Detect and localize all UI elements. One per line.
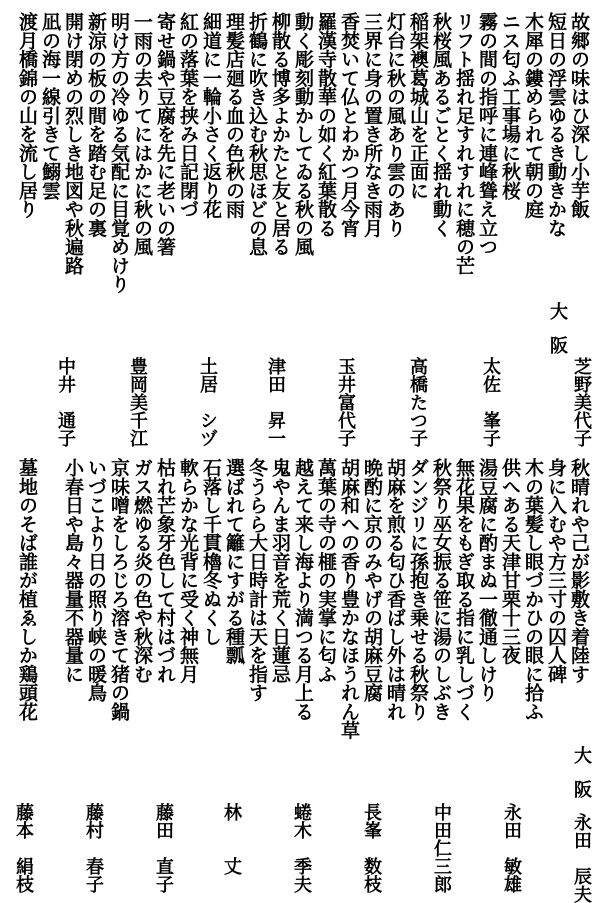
- haiku-line: 萬葉の寺の榧の実掌に匂ふ: [315, 458, 337, 683]
- author-name: 中田仁三郎: [431, 803, 452, 893]
- haiku-line: 胡麻を煎る匂ひ香ばし外は晴れ: [384, 458, 406, 721]
- haiku-line: 身に入むや方三寸の囚人碑: [545, 458, 567, 683]
- author-location: 大阪: [571, 746, 592, 814]
- haiku-line: 灯台に秋の風あり雲のあり: [384, 12, 406, 237]
- author-name: 藤田 直子: [153, 803, 174, 893]
- haiku-line: 明け方の冷ゆる気配に目覚めけり: [108, 12, 130, 294]
- haiku-line: 湯豆腐に酌まぬ一徹通しけり: [476, 458, 498, 702]
- haiku-line: 晩酌に京のみやげの胡麻豆腐: [361, 458, 383, 702]
- haiku-line: 理髪店廻る血の色秋の雨: [223, 12, 245, 219]
- haiku-line: いづこより日の照り峡の暖鳥: [85, 458, 107, 702]
- haiku-line: 新涼の板の間を踏む足の裏: [85, 12, 107, 237]
- haiku-line: 石落し千貫櫓冬ぬくし: [200, 458, 222, 646]
- author-name: 藤本 絹枝: [13, 803, 34, 893]
- haiku-line: 羅漢寺散華の如く紅葉散る: [315, 12, 337, 237]
- haiku-line: 稲架襖葛城山を正面に: [407, 12, 429, 200]
- haiku-line: 秋晴れや己が影敷き着陸す: [568, 458, 590, 683]
- author-name: 藤村 春子: [83, 803, 104, 893]
- haiku-line: 一雨の去りてにはかに秋の風: [131, 12, 153, 256]
- author-name: 中井 通子: [55, 357, 76, 447]
- author-location: 大阪: [547, 302, 568, 370]
- author-name: 長峯 数枝: [361, 803, 382, 893]
- haiku-line: 秋祭り巫女振る笹に湯のしぶき: [430, 458, 452, 721]
- haiku-line: 紅の落葉を挟み日記閉づ: [177, 12, 199, 219]
- haiku-line: 香焚いて仏とわかつ月今宵: [338, 12, 360, 237]
- top-haiku-block: [0, 12, 600, 448]
- author-name: 永田 辰夫: [571, 813, 592, 903]
- haiku-line: 開け閉めの烈しき地図や秋遍路: [62, 12, 84, 275]
- haiku-line: 霧の間の指呼に連峰聳え立つ: [476, 12, 498, 256]
- haiku-line: 越えて来し海より満つる月上る: [292, 458, 314, 721]
- author-name: 豊岡美千江: [127, 357, 148, 447]
- haiku-line: 木の葉髪し眼づかひの眼に拾ふ: [522, 458, 544, 721]
- author-name: 永田 敏雄: [501, 803, 522, 893]
- haiku-line: 秋桜風あるごとく揺れ動く: [430, 12, 452, 237]
- haiku-line: 小春日や島々器量不器量に: [62, 458, 84, 683]
- haiku-line: リフト揺れ足すれすれに穂の芒: [453, 12, 475, 275]
- haiku-line: 細道に一輪小さく返り花: [200, 12, 222, 219]
- haiku-line: ニス匂ふ工事場に秋桜: [499, 12, 521, 200]
- haiku-line: 墓地のそば誰が植ゑしか鶏頭花: [16, 458, 38, 721]
- haiku-line: 鬼やんま羽音を荒く日蓮忌: [269, 458, 291, 683]
- haiku-line: ダンジリに孫抱き乗せる秋祭り: [407, 458, 429, 721]
- haiku-line: 冬うらら大日時計は天を指す: [246, 458, 268, 702]
- author-name: 太佐 峯子: [480, 357, 501, 447]
- haiku-line: 京味噌をしろじろ溶きて猪の鍋: [108, 458, 130, 721]
- haiku-line: 枯れ芒象牙色して村はづれ: [154, 458, 176, 683]
- haiku-line: ガス燃ゆる炎の色や秋深む: [131, 458, 153, 683]
- author-name: 芝野美代子: [571, 357, 592, 447]
- author-name: 林 丈: [221, 803, 242, 875]
- haiku-line: 軟らかな光背に受く神無月: [177, 458, 199, 683]
- haiku-line: 柳散る博多よかたと友と居る: [269, 12, 291, 256]
- haiku-line: 三界に身の置き所なき雨月: [361, 12, 383, 237]
- haiku-line: 寄せ鍋や豆腐を先に老いの箸: [154, 12, 176, 256]
- haiku-line: 短日の浮雲ゆるき動きかな: [545, 12, 567, 237]
- haiku-line: 無花果をもぎ取る指に乳しづく: [453, 458, 475, 721]
- author-name: 高橋たつ子: [407, 357, 428, 447]
- haiku-line: 胡麻和への香り豊かなほうれん草: [338, 458, 360, 740]
- author-name: 蜷木 季夫: [291, 803, 312, 893]
- author-name: 津田 昇一: [265, 357, 286, 447]
- haiku-line: 故郷の味はひ深し小芋飯: [568, 12, 590, 219]
- author-name: 土居 シヅ: [197, 357, 218, 447]
- haiku-line: 動く彫刻動かしてゐる秋の風: [292, 12, 314, 256]
- haiku-line: 木犀の鏤められて朝の庭: [522, 12, 544, 219]
- haiku-line: 凪の海一線引きて鰯雲: [39, 12, 61, 200]
- haiku-line: 渡月橋錦の山を流し居り: [16, 12, 38, 219]
- haiku-line: 折鶴に吹き込む秋思ほどの息: [246, 12, 268, 256]
- author-name: 玉井富代子: [335, 357, 356, 447]
- haiku-line: 供へある天津甘栗十三夜: [499, 458, 521, 665]
- haiku-line: 選ばれて籬にすがる種瓢: [223, 458, 245, 665]
- bottom-haiku-block: [0, 458, 600, 903]
